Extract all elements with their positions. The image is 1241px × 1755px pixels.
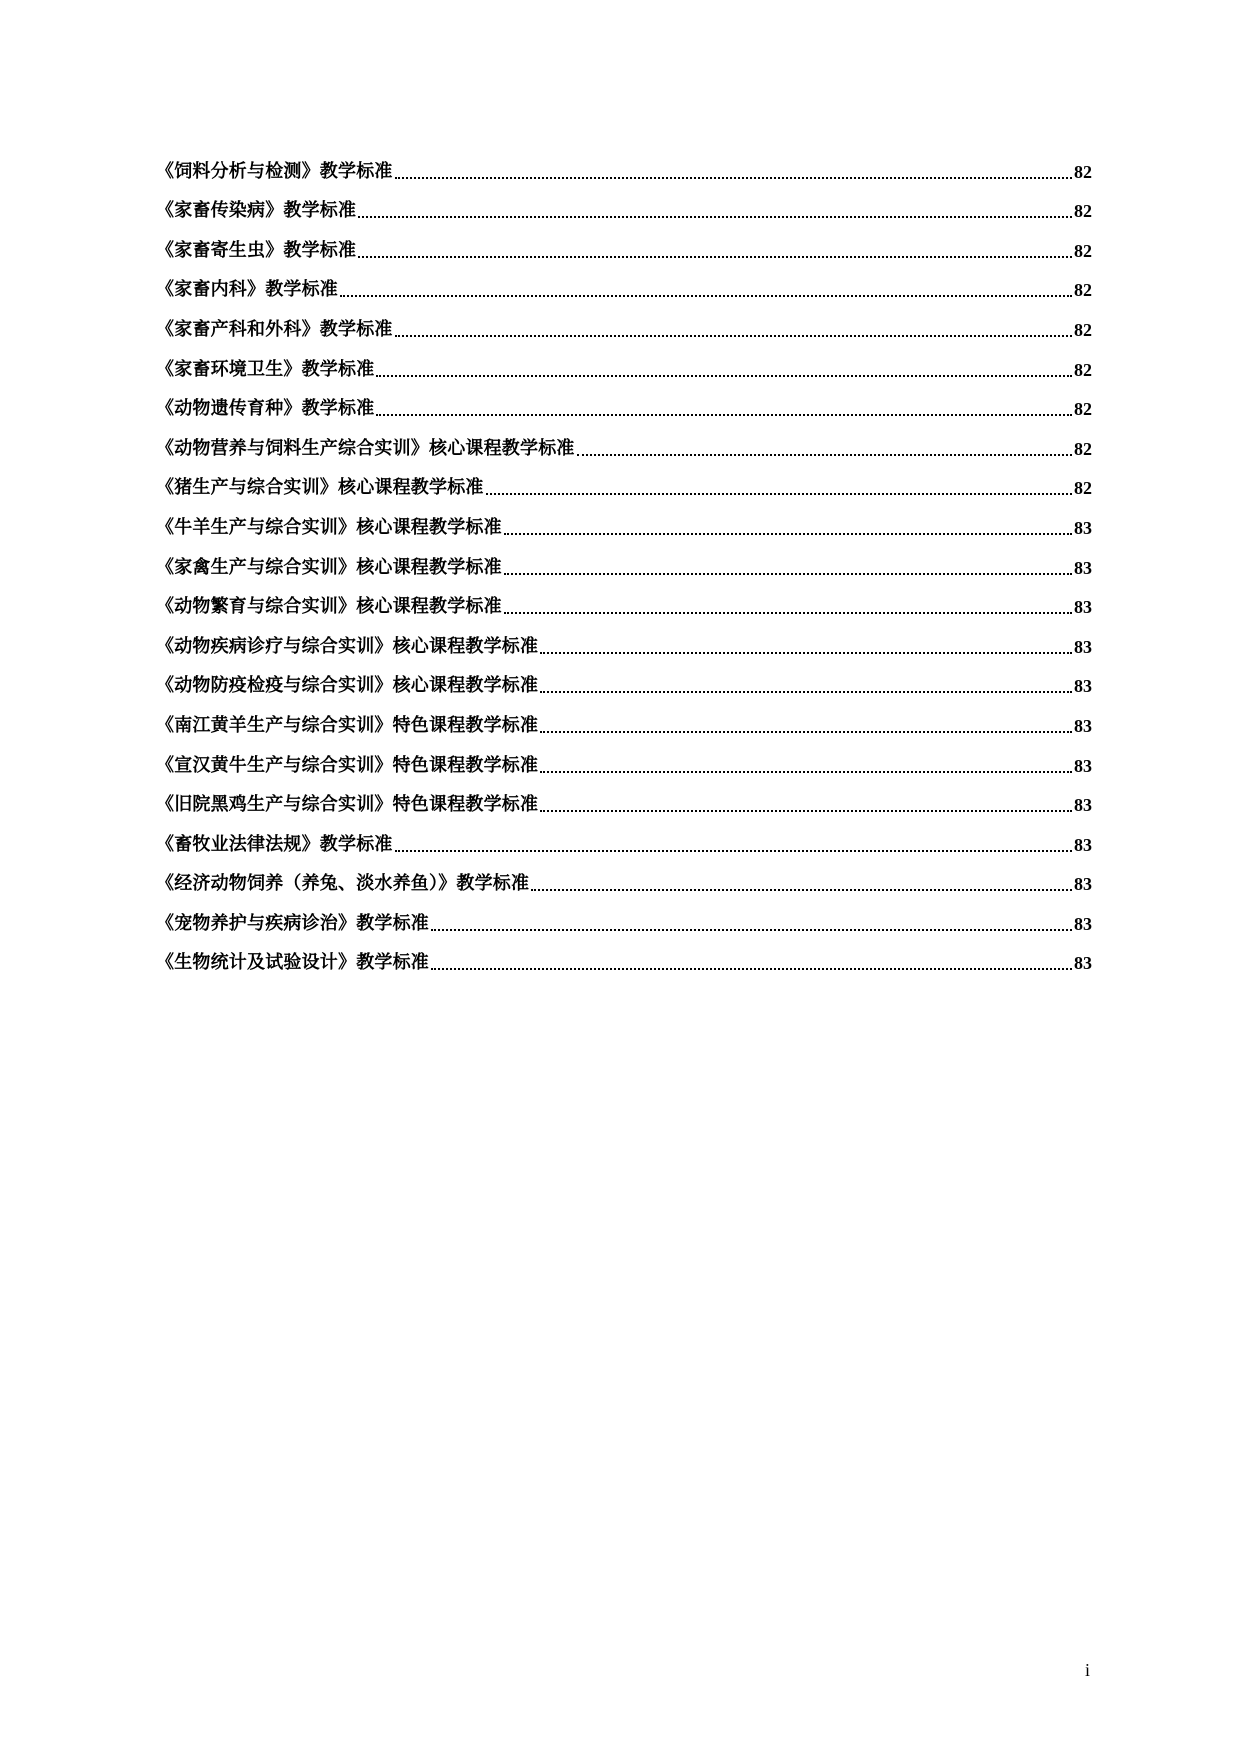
toc-entry-page: 83 <box>1074 597 1092 618</box>
toc-dot-leader <box>340 295 1072 297</box>
toc-dot-leader <box>431 968 1072 970</box>
toc-entry[interactable] <box>156 697 1092 737</box>
table-of-contents <box>156 143 1092 974</box>
toc-entry-title: 《家畜环境卫生》教学标准 <box>156 358 375 380</box>
toc-dot-leader <box>395 335 1072 337</box>
toc-dot-leader <box>358 256 1072 258</box>
toc-dot-leader <box>504 573 1072 575</box>
toc-entry-page: 82 <box>1074 319 1092 340</box>
toc-entry[interactable] <box>156 539 1092 579</box>
toc-entry-title: 《动物繁育与综合实训》核心课程教学标准 <box>156 596 502 618</box>
toc-entry[interactable] <box>156 381 1092 421</box>
toc-entry-title: 《动物防疫检疫与综合实训》核心课程教学标准 <box>156 675 539 697</box>
page-number: i <box>1085 1660 1091 1680</box>
toc-entry-title: 《饲料分析与检测》教学标准 <box>156 160 393 182</box>
toc-entry[interactable] <box>156 143 1092 183</box>
toc-entry-page: 83 <box>1074 874 1092 895</box>
toc-entry-page: 83 <box>1074 676 1092 697</box>
toc-entry[interactable] <box>156 499 1092 539</box>
toc-dot-leader <box>540 810 1072 812</box>
toc-dot-leader <box>540 691 1072 693</box>
toc-entry[interactable] <box>156 618 1092 658</box>
toc-entry-title: 《家畜产科和外科》教学标准 <box>156 318 393 340</box>
toc-entry-page: 83 <box>1074 517 1092 538</box>
toc-entry-title: 《动物疾病诊疗与综合实训》核心课程教学标准 <box>156 635 539 657</box>
toc-dot-leader <box>395 177 1072 179</box>
toc-dot-leader <box>376 375 1072 377</box>
toc-entry[interactable] <box>156 935 1092 975</box>
toc-entry-page: 83 <box>1074 795 1092 816</box>
toc-dot-leader <box>540 771 1072 773</box>
toc-entry-title: 《猪生产与综合实训》核心课程教学标准 <box>156 477 484 499</box>
toc-entry-title: 《南江黄羊生产与综合实训》特色课程教学标准 <box>156 714 539 736</box>
toc-entry-page: 83 <box>1074 913 1092 934</box>
toc-entry-page: 82 <box>1074 399 1092 420</box>
toc-entry[interactable] <box>156 816 1092 856</box>
toc-entry-page: 82 <box>1074 161 1092 182</box>
toc-entry-page: 83 <box>1074 636 1092 657</box>
toc-entry-title: 《家禽生产与综合实训》核心课程教学标准 <box>156 556 502 578</box>
toc-entry-page: 82 <box>1074 240 1092 261</box>
toc-entry-page: 83 <box>1074 715 1092 736</box>
toc-entry-title: 《家畜内科》教学标准 <box>156 279 338 301</box>
toc-entry-page: 83 <box>1074 755 1092 776</box>
toc-entry-title: 《家畜寄生虫》教学标准 <box>156 239 357 261</box>
toc-entry[interactable] <box>156 895 1092 935</box>
toc-dot-leader <box>504 533 1072 535</box>
toc-entry[interactable] <box>156 658 1092 698</box>
toc-entry-page: 82 <box>1074 478 1092 499</box>
toc-entry-title: 《宠物养护与疾病诊治》教学标准 <box>156 912 429 934</box>
toc-dot-leader <box>531 889 1072 891</box>
toc-entry-page: 82 <box>1074 201 1092 222</box>
toc-dot-leader <box>431 929 1072 931</box>
toc-dot-leader <box>540 652 1072 654</box>
toc-entry[interactable] <box>156 460 1092 500</box>
toc-entry[interactable] <box>156 856 1092 896</box>
toc-entry[interactable] <box>156 341 1092 381</box>
toc-entry-title: 《动物遗传育种》教学标准 <box>156 398 375 420</box>
toc-entry-title: 《生物统计及试验设计》教学标准 <box>156 952 429 974</box>
toc-entry-page: 82 <box>1074 359 1092 380</box>
toc-dot-leader <box>504 612 1072 614</box>
toc-entry-page: 83 <box>1074 557 1092 578</box>
toc-dot-leader <box>395 850 1072 852</box>
toc-entry[interactable] <box>156 262 1092 302</box>
toc-entry-title: 《宣汉黄牛生产与综合实训》特色课程教学标准 <box>156 754 539 776</box>
toc-entry-page: 83 <box>1074 953 1092 974</box>
toc-entry-title: 《家畜传染病》教学标准 <box>156 200 357 222</box>
toc-entry[interactable] <box>156 420 1092 460</box>
toc-entry-title: 《动物营养与饲料生产综合实训》核心课程教学标准 <box>156 437 575 459</box>
toc-entry[interactable] <box>156 737 1092 777</box>
toc-dot-leader <box>486 493 1072 495</box>
toc-entry[interactable] <box>156 301 1092 341</box>
toc-entry-page: 82 <box>1074 438 1092 459</box>
toc-entry-title: 《经济动物饲养（养兔、淡水养鱼）》教学标准 <box>156 873 530 895</box>
toc-entry-title: 《牛羊生产与综合实训》核心课程教学标准 <box>156 516 502 538</box>
toc-entry[interactable] <box>156 222 1092 262</box>
toc-entry-page: 82 <box>1074 280 1092 301</box>
toc-entry-title: 《旧院黑鸡生产与综合实训》特色课程教学标准 <box>156 794 539 816</box>
toc-entry[interactable] <box>156 183 1092 223</box>
toc-entry[interactable] <box>156 579 1092 619</box>
toc-entry[interactable] <box>156 777 1092 817</box>
toc-dot-leader <box>577 454 1072 456</box>
toc-dot-leader <box>540 731 1072 733</box>
toc-dot-leader <box>376 414 1072 416</box>
toc-entry-page: 83 <box>1074 834 1092 855</box>
toc-entry-title: 《畜牧业法律法规》教学标准 <box>156 833 393 855</box>
toc-dot-leader <box>358 216 1072 218</box>
